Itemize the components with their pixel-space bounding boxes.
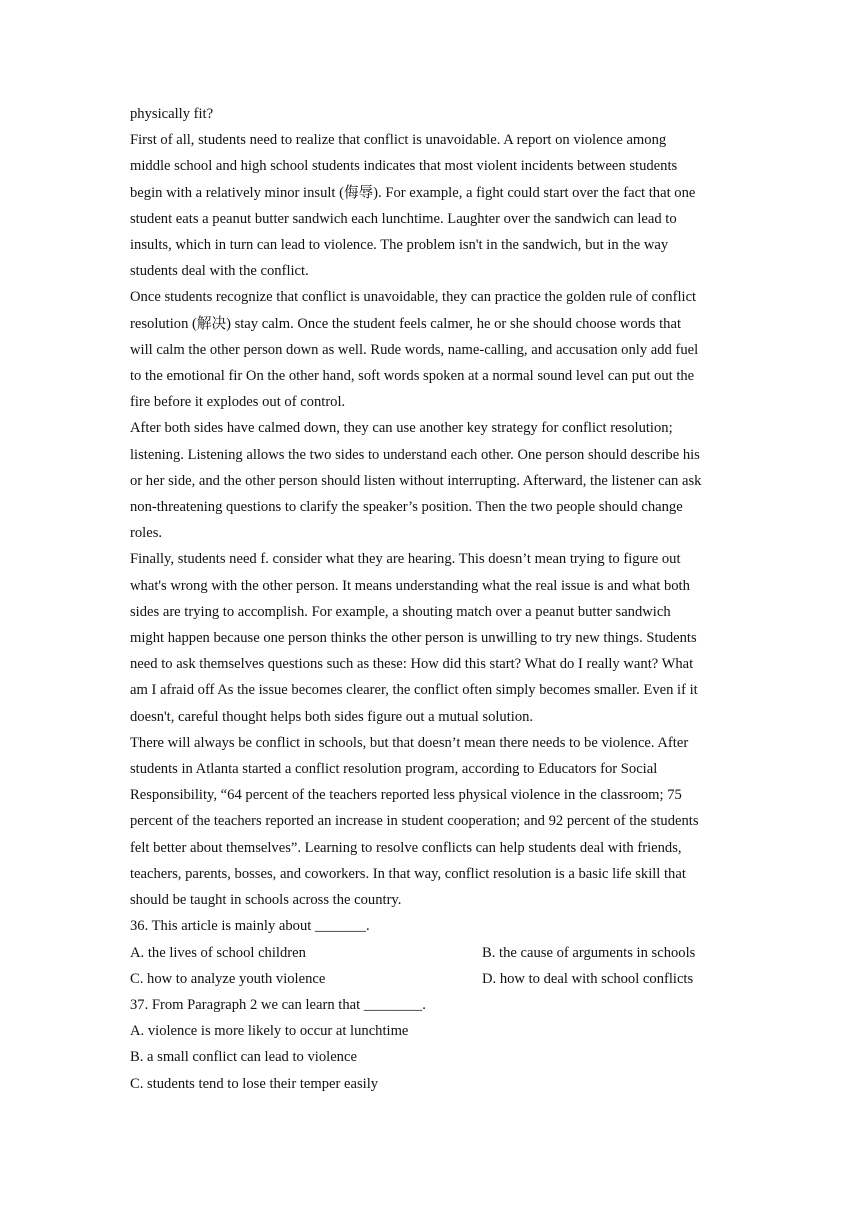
- question-36: [130, 913, 730, 992]
- option-c: C. students tend to lose their temper easily: [130, 1075, 379, 1092]
- passage-line: percent of the teachers reported an increase in student cooperation; and 92 percent of the students: [130, 813, 699, 830]
- passage-line: After both sides have calmed down, they can use another key strategy for conflict resolution;: [130, 420, 673, 437]
- passage-line: non-threatening questions to clarify the speaker’s position. Then the two people should change: [130, 499, 683, 516]
- passage-line: need to ask themselves questions such as these: How did this start? What do I really want? What: [130, 656, 694, 673]
- option-b: B. the cause of arguments in schools: [482, 944, 696, 961]
- passage-line: Once students recognize that conflict is unavoidable, they can practice the golden rule of conflict: [130, 289, 697, 306]
- passage-line: fire before it explodes out of control.: [130, 394, 346, 411]
- passage: [130, 101, 730, 913]
- passage-line: should be taught in schools across the country.: [130, 892, 402, 909]
- passage-line: or her side, and the other person should listen without interrupting. Afterward, the listener can ask: [130, 472, 702, 489]
- option-d: D. how to deal with school conflicts: [482, 970, 694, 987]
- passage-line: First of all, students need to realize that conflict is unavoidable. A report on violence among: [130, 132, 667, 149]
- passage-line: listening. Listening allows the two sides to understand each other. One person should describe his: [130, 446, 700, 463]
- option-a: A. the lives of school children: [130, 944, 306, 961]
- question-stem: 36. This article is mainly about _______.: [130, 918, 370, 935]
- passage-line: Responsibility, “64 percent of the teachers reported less physical violence in the classroom; 75: [130, 787, 682, 804]
- passage-line: felt better about themselves”. Learning to resolve conflicts can help students deal with friends,: [130, 839, 682, 856]
- passage-line: am I afraid off As the issue becomes clearer, the conflict often simply becomes smaller. Even if it: [130, 682, 698, 699]
- passage-line: begin with a relatively minor insult (侮辱). For example, a fight could start over the fact that one: [130, 184, 696, 201]
- question-stem: 37. From Paragraph 2 we can learn that ________.: [130, 996, 426, 1013]
- passage-line: There will always be conflict in schools, but that doesn’t mean there needs to be violence. After: [130, 734, 689, 751]
- passage-line: student eats a peanut butter sandwich each lunchtime. Laughter over the sandwich can lead to: [130, 210, 677, 227]
- passage-line: insults, which in turn can lead to violence. The problem isn't in the sandwich, but in the way: [130, 237, 669, 254]
- passage-line: doesn't, careful thought helps both sides figure out a mutual solution.: [130, 708, 534, 725]
- passage-line: students deal with the conflict.: [130, 263, 309, 280]
- passage-line: resolution (解决) stay calm. Once the student feels calmer, he or she should choose words that: [130, 315, 681, 332]
- passage-line: roles.: [130, 525, 163, 542]
- passage-line: teachers, parents, bosses, and coworkers. In that way, conflict resolution is a basic life skill that: [130, 865, 686, 882]
- passage-line: will calm the other person down as well. Rude words, name-calling, and accusation only add fuel: [130, 341, 699, 358]
- document-page: [130, 101, 730, 1097]
- question-37: [130, 992, 730, 1097]
- passage-line: what's wrong with the other person. It means understanding what the real issue is and what both: [130, 577, 690, 594]
- passage-line: physically fit?: [130, 106, 214, 122]
- option-c: C. how to analyze youth violence: [130, 970, 326, 987]
- option-b: B. a small conflict can lead to violence: [130, 1049, 357, 1066]
- passage-line: Finally, students need f. consider what they are hearing. This doesn’t mean trying to figure out: [130, 551, 681, 568]
- passage-line: sides are trying to accomplish. For example, a shouting match over a peanut butter sandwich: [130, 603, 671, 620]
- option-row: [130, 940, 730, 966]
- option-row: [130, 966, 730, 992]
- passage-line: to the emotional fir On the other hand, soft words spoken at a normal sound level can put out the: [130, 368, 695, 385]
- passage-line: might happen because one person thinks the other person is unwilling to try new things. Students: [130, 630, 697, 647]
- option-a: A. violence is more likely to occur at lunchtime: [130, 1023, 409, 1040]
- passage-line: middle school and high school students indicates that most violent incidents between students: [130, 158, 678, 175]
- passage-line: students in Atlanta started a conflict resolution program, according to Educators for Social: [130, 761, 658, 778]
